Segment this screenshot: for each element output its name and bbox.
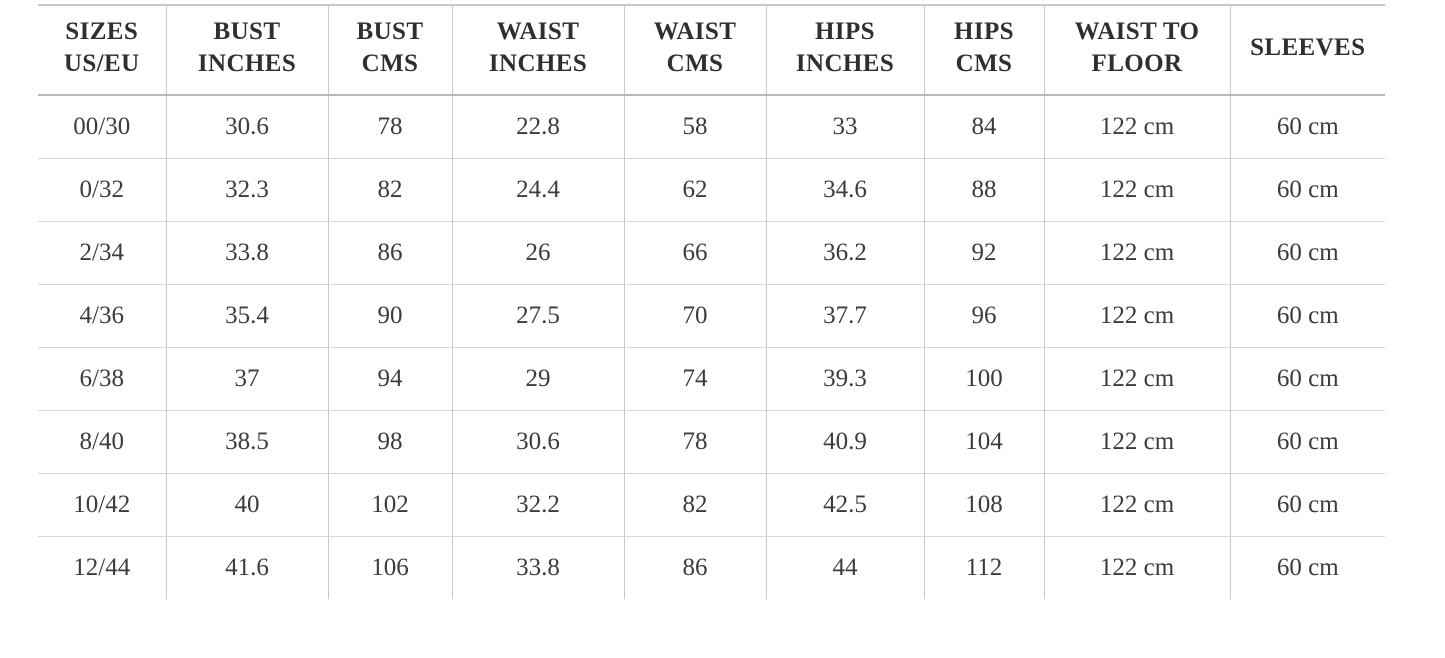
cell-hips-cms: 104 — [924, 411, 1044, 474]
table-row — [38, 222, 1385, 285]
header-line-2: CMS — [955, 50, 1013, 77]
cell-bust-cms: 90 — [328, 285, 452, 348]
cell-hips-cms: 92 — [924, 222, 1044, 285]
header-line-1: WAIST TO — [1074, 18, 1200, 45]
cell-sleeves: 60 cm — [1276, 554, 1339, 581]
cell-waist-cms: 74 — [624, 348, 766, 411]
column-header-hips-inches — [766, 5, 924, 95]
cell-waist-inches: 27.5 — [452, 285, 624, 348]
size-chart-sheet — [0, 4, 1445, 658]
cell-waist-cms: 78 — [624, 411, 766, 474]
cell-waist-cms: 58 — [624, 95, 766, 159]
header-line-1: HIPS — [815, 18, 875, 45]
cell-size: 4/36 — [38, 285, 166, 348]
cell-waist-inches: 33.8 — [452, 537, 624, 600]
header-line-2: CMS — [666, 50, 724, 77]
cell-bust-cms: 82 — [328, 159, 452, 222]
header-line-2: INCHES — [488, 50, 588, 77]
header-line-1: BUST — [213, 18, 281, 45]
cell-size: 6/38 — [38, 348, 166, 411]
header-line-1: SLEEVES — [1250, 34, 1366, 61]
table-row — [38, 474, 1385, 537]
cell-sleeves: 60 cm — [1230, 95, 1385, 159]
cell-waist-inches: 29 — [452, 348, 624, 411]
column-header-bust-inches — [166, 5, 328, 95]
cell-hips-cms: 108 — [924, 474, 1044, 537]
cell-size: 2/34 — [38, 222, 166, 285]
cell-bust-cms: 98 — [328, 411, 452, 474]
header-line-1: WAIST — [496, 18, 580, 45]
cell-size: 12/44 — [38, 537, 166, 600]
table-body — [38, 95, 1385, 599]
cell-size: 8/40 — [38, 411, 166, 474]
cell-hips-cms: 96 — [924, 285, 1044, 348]
cell-hips-inches: 44 — [766, 537, 924, 600]
cell-bust-cms: 102 — [328, 474, 452, 537]
table-header — [38, 5, 1385, 95]
cell-waist-cms: 66 — [624, 222, 766, 285]
cell-waist-cms: 70 — [624, 285, 766, 348]
cell-waist-inches: 30.6 — [452, 411, 624, 474]
cell-waist-to-floor: 122 cm — [1044, 222, 1230, 285]
header-line-2: FLOOR — [1091, 50, 1183, 77]
table-row — [38, 285, 1385, 348]
cell-waist-inches: 24.4 — [452, 159, 624, 222]
cell-waist-inches: 26 — [452, 222, 624, 285]
cell-waist-to-floor: 122 cm — [1044, 285, 1230, 348]
header-line-1: BUST — [356, 18, 424, 45]
column-header-waist-cms — [624, 5, 766, 95]
column-header-bust-cms — [328, 5, 452, 95]
cell-sleeves: 60 cm — [1230, 222, 1385, 285]
header-line-1: WAIST — [653, 18, 737, 45]
cell-waist-cms: 86 — [624, 537, 766, 600]
column-header-sizes — [38, 5, 166, 95]
cell-sleeves: 60 cm — [1230, 159, 1385, 222]
cell-waist-to-floor: 122 cm — [1044, 474, 1230, 537]
cell-bust-inches: 37 — [166, 348, 328, 411]
table-row — [38, 411, 1385, 474]
cell-waist-to-floor: 122 cm — [1044, 411, 1230, 474]
column-header-waist-inches — [452, 5, 624, 95]
cell-waist-cms: 82 — [624, 474, 766, 537]
cell-bust-inches: 38.5 — [166, 411, 328, 474]
cell-hips-cms: 84 — [924, 95, 1044, 159]
cell-hips-inches: 34.6 — [766, 159, 924, 222]
table-header-row — [38, 5, 1385, 95]
cell-bust-cms: 86 — [328, 222, 452, 285]
header-line-2: INCHES — [795, 50, 895, 77]
cell-sleeves: 60 cm — [1230, 474, 1385, 537]
cell-size: 00/30 — [38, 95, 166, 159]
cell-waist-cms: 62 — [624, 159, 766, 222]
cell-bust-inches: 41.6 — [166, 537, 328, 600]
cell-hips-inches: 39.3 — [766, 348, 924, 411]
cell-bust-inches: 32.3 — [166, 159, 328, 222]
table-row — [38, 95, 1385, 159]
cell-bust-cms: 94 — [328, 348, 452, 411]
cell-hips-cms: 112 — [924, 537, 1044, 600]
cell-hips-inches: 42.5 — [766, 474, 924, 537]
table-row — [38, 348, 1385, 411]
table-row — [38, 537, 1385, 600]
cell-size: 10/42 — [38, 474, 166, 537]
cell-hips-inches: 36.2 — [766, 222, 924, 285]
cell-sleeves: 60 cm — [1230, 348, 1385, 411]
cell-sleeves: 60 cm — [1230, 285, 1385, 348]
cell-bust-inches: 40 — [166, 474, 328, 537]
column-header-hips-cms — [924, 5, 1044, 95]
cell-hips-cms: 88 — [924, 159, 1044, 222]
cell-size: 0/32 — [38, 159, 166, 222]
cell-waist-to-floor: 122 cm — [1044, 95, 1230, 159]
table-row — [38, 159, 1385, 222]
cell-bust-inches: 30.6 — [166, 95, 328, 159]
cell-waist-to-floor: 122 cm — [1044, 159, 1230, 222]
cell-waist-to-floor: 122 cm — [1044, 537, 1230, 600]
size-chart-table — [38, 4, 1385, 599]
header-line-2: US/EU — [63, 50, 140, 77]
cell-bust-cms: 78 — [328, 95, 452, 159]
cell-bust-inches: 35.4 — [166, 285, 328, 348]
cell-waist-to-floor: 122 cm — [1044, 348, 1230, 411]
cell-hips-inches: 37.7 — [766, 285, 924, 348]
column-header-waist-to-floor — [1044, 5, 1230, 95]
header-line-1: HIPS — [954, 18, 1014, 45]
cell-waist-inches: 32.2 — [452, 474, 624, 537]
header-line-2: INCHES — [197, 50, 297, 77]
cell-hips-cms: 100 — [924, 348, 1044, 411]
cell-bust-inches: 33.8 — [166, 222, 328, 285]
cell-waist-inches: 22.8 — [452, 95, 624, 159]
header-line-2: CMS — [361, 50, 419, 77]
cell-sleeves: 60 cm — [1230, 411, 1385, 474]
header-line-1: SIZES — [65, 18, 139, 45]
cell-hips-inches: 33 — [766, 95, 924, 159]
cell-hips-inches: 40.9 — [766, 411, 924, 474]
column-header-sleeves — [1230, 5, 1385, 95]
cell-bust-cms: 106 — [328, 537, 452, 600]
